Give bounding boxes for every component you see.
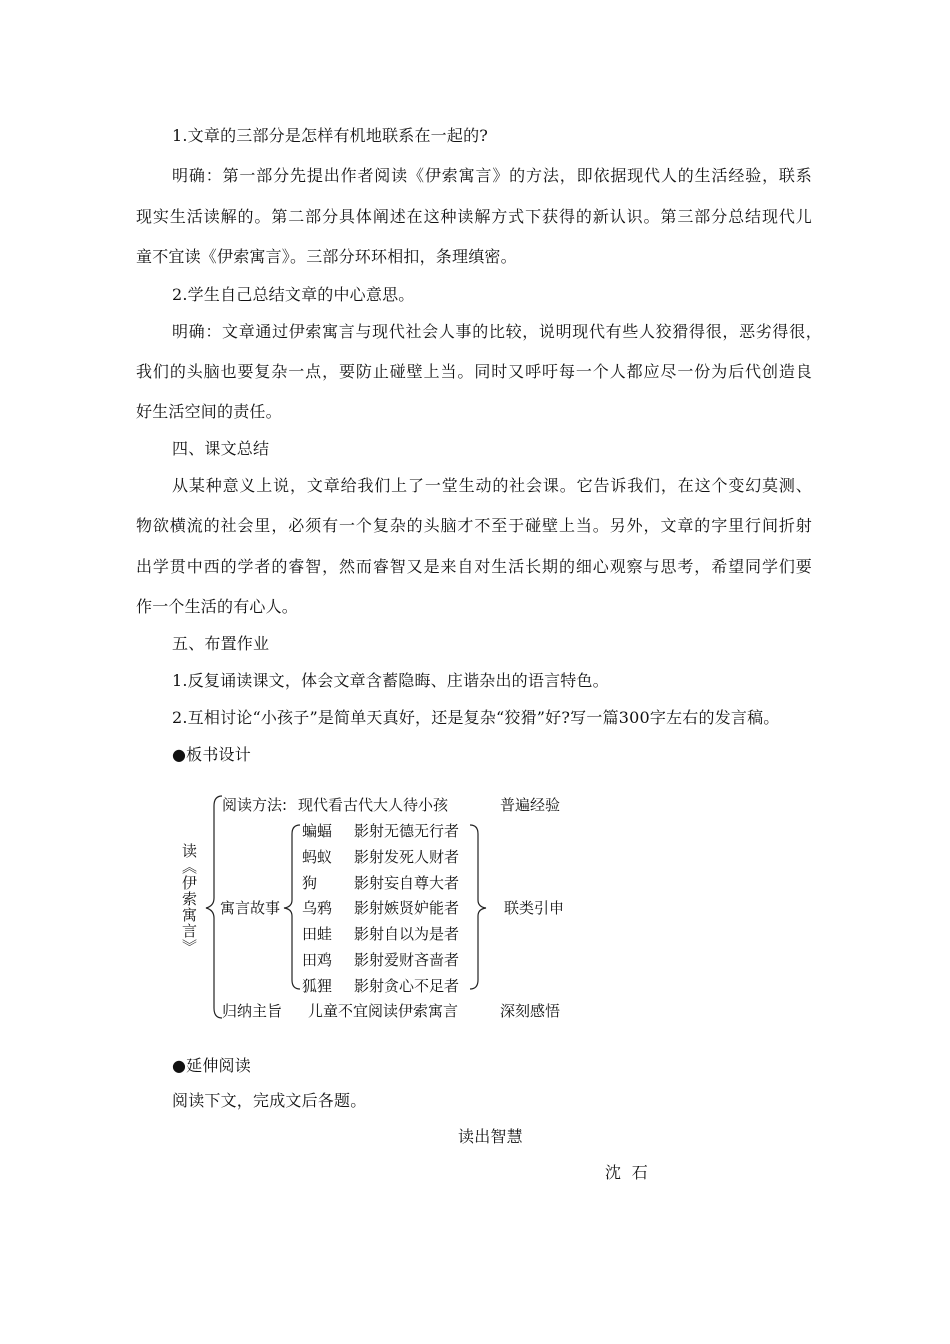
summary-line-2: 物欲横流的社会里，必须有一个复杂的头脑才不至于碰壁上当。另外，文章的字里行间折射 (136, 516, 812, 535)
summary-line-4: 作一个生活的有心人。 (136, 597, 299, 616)
row3-content: 儿童不宜阅读伊索寓言 (308, 1002, 459, 1020)
row1-label: 阅读方法: (222, 796, 288, 814)
animal-1: 蝙蝠 (302, 822, 333, 840)
effect-7: 影射贪心不足者 (354, 977, 460, 995)
article-title: 读出智慧 (458, 1127, 523, 1146)
extended-reading-instruction: 阅读下文，完成文后各题。 (172, 1091, 367, 1110)
animal-3: 狗 (302, 874, 318, 892)
effect-2: 影射发死人财者 (354, 848, 460, 866)
answer-2-line-1: 明确：文章通过伊索寓言与现代社会人事的比较，说明现代有些人狡猾得很，恶劣得很， (172, 322, 822, 341)
answer-2-line-2: 我们的头脑也要复杂一点，要防止碰壁上当。同时又呼吁每一个人都应尽一份为后代创造良 (136, 362, 812, 381)
animal-2: 蚂蚁 (302, 848, 333, 866)
answer-1-line-1: 明确：第一部分先提出作者阅读《伊索寓言》的方法，即依据现代人的生活经验，联系 (172, 166, 812, 185)
animal-5: 田蛙 (302, 925, 333, 943)
answer-2-line-3: 好生活空间的责任。 (136, 402, 282, 421)
row3-right: 深刻感悟 (500, 1002, 561, 1020)
board-vertical-title: 读《伊索寓言》 (180, 843, 198, 955)
extended-reading-heading: ●延伸阅读 (172, 1056, 251, 1075)
question-2: 2.学生自己总结文章的中心意思。 (172, 285, 415, 304)
section-5-title: 五、布置作业 (172, 634, 270, 653)
animal-6: 田鸡 (302, 951, 333, 969)
effect-6: 影射爱财吝啬者 (354, 951, 460, 969)
section-4-title: 四、课文总结 (172, 439, 270, 458)
answer-1-line-3: 童不宜读《伊索寓言》。三部分环环相扣，条理缜密。 (136, 247, 517, 266)
effect-5: 影射自以为是者 (354, 925, 460, 943)
board-design-diagram (178, 788, 578, 1024)
summary-line-3: 出学贯中西的学者的睿智，然而睿智又是来自对生活长期的细心观察与思考，希望同学们要 (136, 557, 812, 576)
effect-3: 影射妄自尊大者 (354, 874, 460, 892)
row1-right: 普遍经验 (500, 796, 561, 814)
summary-line-1: 从某种意义上说，文章给我们上了一堂生动的社会课。它告诉我们，在这个变幻莫测、 (172, 476, 812, 495)
effect-1: 影射无德无行者 (354, 822, 460, 840)
homework-1: 1.反复诵读课文，体会文章含蓄隐晦、庄谐杂出的语言特色。 (172, 671, 609, 690)
middle-label: 寓言故事 (220, 899, 281, 917)
question-1: 1.文章的三部分是怎样有机地联系在一起的? (172, 126, 489, 145)
homework-2: 2.互相讨论“小孩子”是简单天真好，还是复杂“狡猾”好?写一篇300字左右的发言稿。 (172, 708, 780, 727)
board-design-heading: ●板书设计 (172, 745, 251, 764)
row1-content: 现代看古代大人待小孩 (298, 796, 449, 814)
animal-4: 乌鸦 (302, 899, 333, 917)
effect-4: 影射嫉贤妒能者 (354, 899, 460, 917)
row3-label: 归纳主旨 (222, 1002, 283, 1020)
middle-right: 联类引申 (504, 899, 565, 917)
animal-7: 狐狸 (302, 977, 333, 995)
answer-1-line-2: 现实生活读解的。第二部分具体阐述在这种读解方式下获得的新认识。第三部分总结现代儿 (136, 207, 812, 226)
article-author: 沈 石 (605, 1163, 648, 1182)
